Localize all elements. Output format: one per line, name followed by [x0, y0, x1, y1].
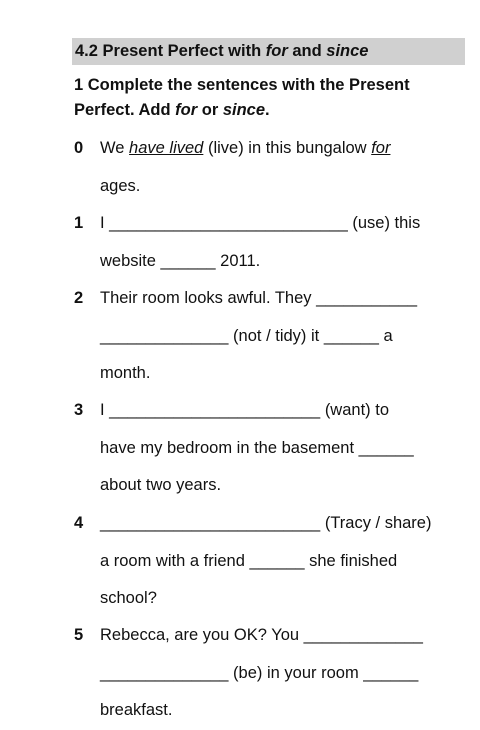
item-number: 5 — [74, 626, 84, 644]
item-line: ______________ (be) in your room ______ — [100, 663, 419, 682]
item-text — [100, 205, 462, 280]
item-line: breakfast. — [100, 701, 173, 719]
section-title-and: and — [287, 42, 327, 60]
item-text-part: (live) in this bungalow — [203, 139, 372, 157]
item-line: month. — [100, 364, 151, 382]
section-number: 4.2 — [75, 42, 98, 60]
item-line: Rebecca, are you OK? You _____________ — [100, 626, 423, 644]
section-title-since: since — [326, 42, 369, 60]
item-line: ________________________ (Tracy / share) — [100, 514, 432, 532]
task-instructions — [74, 73, 466, 123]
item-line: about two years. — [100, 476, 222, 494]
item-line: website ______ 2011. — [100, 251, 261, 270]
task-instructions-line1: 1 Complete the sentences with the Present — [74, 76, 410, 94]
task-since-word: since — [222, 101, 266, 119]
section-title-text: Present Perfect with — [102, 42, 266, 60]
item-line: ______________ (not / tidy) it ______ a — [100, 326, 393, 345]
item-line: a room with a friend ______ she finished — [100, 551, 398, 570]
section-title — [72, 38, 465, 65]
section-title-for: for — [265, 42, 288, 60]
item-line: ages. — [100, 176, 141, 195]
item-line: I __________________________ (use) this — [100, 214, 421, 232]
item-number: 4 — [74, 514, 84, 532]
example-answer-for: for — [371, 139, 391, 157]
item-line: Their room looks awful. They ___________ — [100, 289, 418, 307]
task-line2-text: Perfect. Add — [74, 101, 176, 119]
item-text-part: We — [100, 139, 130, 157]
item-text — [100, 392, 462, 505]
item-text — [100, 617, 462, 730]
item-number: 2 — [74, 289, 84, 307]
item-number: 1 — [74, 214, 84, 232]
item-text — [100, 280, 462, 393]
task-instructions-line2 — [74, 98, 466, 123]
task-or-word: or — [197, 101, 223, 119]
example-answer-verb: have lived — [129, 139, 204, 157]
item-number: 3 — [74, 401, 84, 419]
item-line: I _______________________ (want) to — [100, 401, 389, 419]
item-line: have my bedroom in the basement ______ — [100, 438, 414, 457]
item-text — [100, 505, 462, 618]
task-for-word: for — [175, 101, 198, 119]
task-period: . — [265, 101, 270, 119]
item-line: school? — [100, 589, 157, 607]
item-line — [100, 130, 462, 168]
item-number: 0 — [74, 139, 84, 157]
item-text — [100, 130, 462, 205]
